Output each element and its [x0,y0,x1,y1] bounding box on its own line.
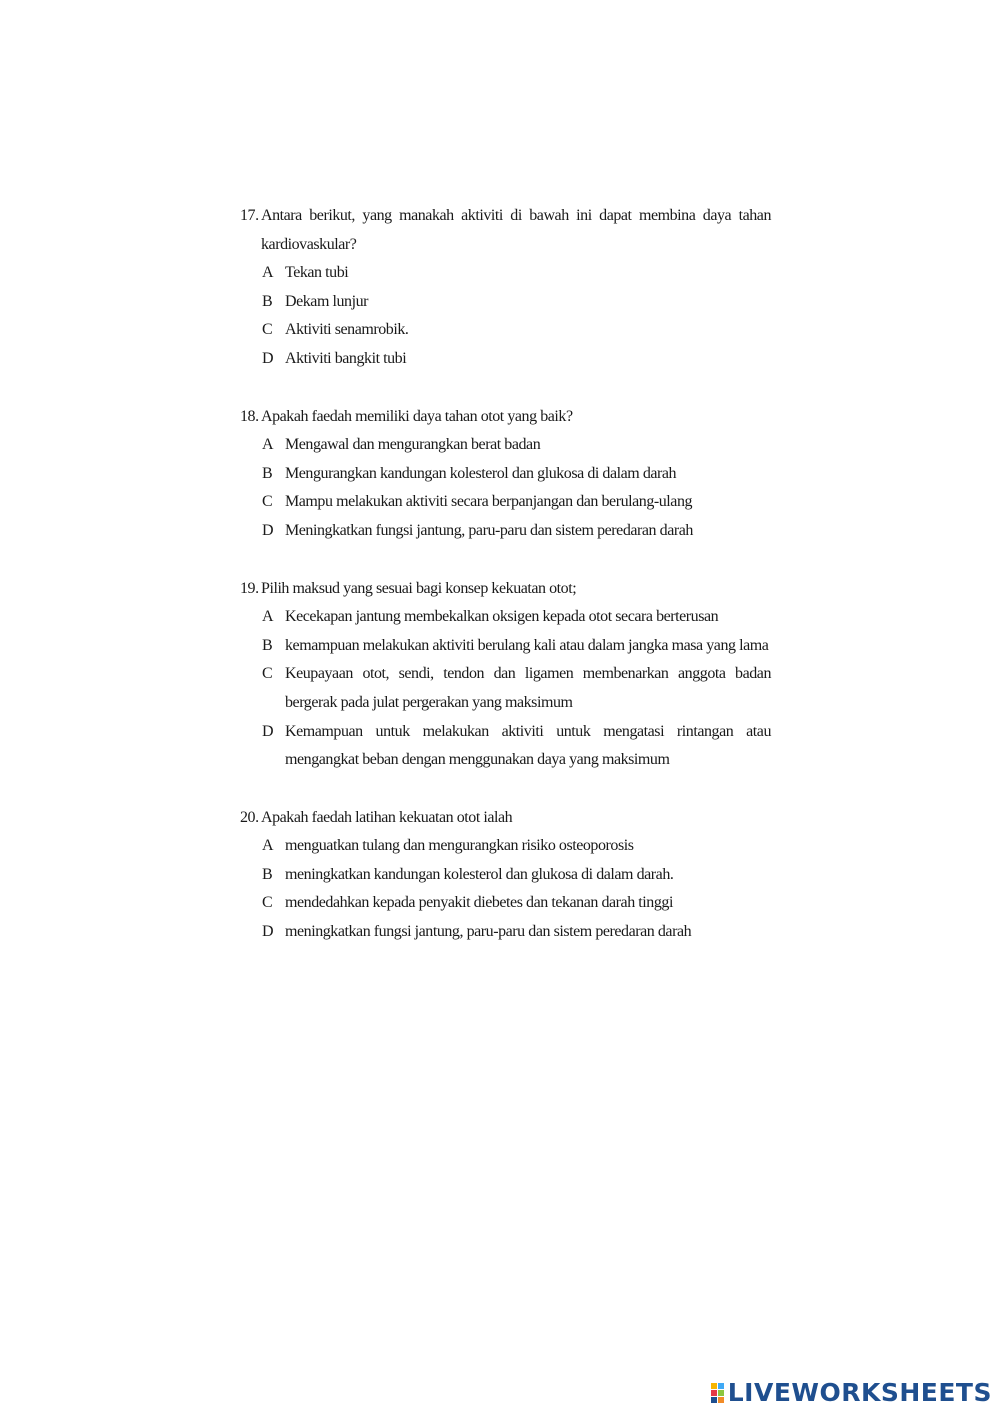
option-letter: C [262,493,273,511]
option-text: Dekam lunjur [285,292,369,310]
option-letter: D [262,349,274,367]
question-prompt [240,403,771,432]
option-text: Kemampuan untuk melakukan aktiviti untuk mengatasi rintangan atau mengangkat beban dengan menggunakan daya yang maksimum [285,722,771,769]
option-letter: B [262,464,273,482]
option-c[interactable] [262,889,771,918]
liveworksheets-brand [711,1378,992,1407]
option-letter: A [262,608,274,626]
option-letter: C [262,894,273,912]
logo-block [718,1383,724,1389]
question-text: Apakah faedah memiliki daya tahan otot yang baik? [261,407,573,425]
option-letter: D [262,521,274,539]
logo-block [711,1390,717,1396]
option-text: Kecekapan jantung membekalkan oksigen kepada otot secara berterusan [285,608,719,626]
option-list [240,431,771,545]
option-letter: D [262,923,274,941]
option-a[interactable] [262,259,771,288]
option-list [240,259,771,373]
option-text: Mampu melakukan aktiviti secara berpanjangan dan berulang-ulang [285,493,693,511]
logo-block [718,1390,724,1396]
option-letter: A [262,837,274,855]
option-list [240,832,771,946]
option-d[interactable] [262,345,771,374]
question-17 [240,202,771,374]
option-a[interactable] [262,603,771,632]
option-text: Mengawal dan mengurangkan berat badan [285,436,541,454]
option-text: menguatkan tulang dan mengurangkan risiko osteoporosis [285,837,634,855]
question-18 [240,403,771,546]
option-letter: A [262,264,274,282]
option-text: kemampuan melakukan aktiviti berulang kali atau dalam jangka masa yang lama [285,636,769,654]
liveworksheets-logo-icon [711,1383,724,1403]
question-text: Pilih maksud yang sesuai bagi konsep kekuatan otot; [261,579,577,597]
option-b[interactable] [262,632,771,661]
option-c[interactable] [262,316,771,345]
option-letter: B [262,292,273,310]
question-text: Apakah faedah latihan kekuatan otot ialah [261,808,513,826]
question-text: Antara berikut, yang manakah aktiviti di bawah ini dapat membina daya tahan kardiovaskular? [261,207,771,253]
question-number: 18. [240,407,259,425]
option-text: Aktiviti bangkit tubi [285,349,407,367]
option-text: meningkatkan kandungan kolesterol dan glukosa di dalam darah. [285,865,674,883]
brand-wordmark: LIVEWORKSHEETS [727,1378,992,1407]
question-number: 17. [240,207,259,224]
option-text: Mengurangkan kandungan kolesterol dan glukosa di dalam darah [285,464,677,482]
option-text: Tekan tubi [285,264,349,282]
option-a[interactable] [262,431,771,460]
option-letter: A [262,436,274,454]
option-letter: B [262,865,273,883]
option-d[interactable] [262,918,771,947]
worksheet [240,202,771,976]
question-19 [240,575,771,775]
option-text: mendedahkan kepada penyakit diebetes dan tekanan darah tinggi [285,894,673,912]
option-c[interactable] [262,488,771,517]
logo-block [711,1383,717,1389]
question-20 [240,804,771,947]
question-prompt [240,575,771,604]
option-list [240,603,771,775]
option-text: Aktiviti senamrobik. [285,321,409,339]
logo-block [711,1397,717,1403]
option-a[interactable] [262,832,771,861]
option-d[interactable] [262,718,771,775]
option-text: meningkatkan fungsi jantung, paru-paru dan sistem peredaran darah [285,923,692,941]
question-prompt [240,804,771,833]
option-b[interactable] [262,288,771,317]
option-b[interactable] [262,460,771,489]
question-prompt [240,202,771,259]
logo-block [718,1397,724,1403]
option-letter: D [262,722,274,740]
option-letter: C [262,665,273,683]
option-letter: B [262,636,273,654]
option-text: Meningkatkan fungsi jantung, paru-paru dan sistem peredaran darah [285,521,693,539]
option-letter: C [262,321,273,339]
option-c[interactable] [262,660,771,717]
option-d[interactable] [262,517,771,546]
question-number: 19. [240,579,259,597]
option-text: Keupayaan otot, sendi, tendon dan ligamen membenarkan anggota badan bergerak pada julat pergerakan yang maksimum [285,665,771,711]
option-b[interactable] [262,861,771,890]
question-number: 20. [240,808,259,826]
